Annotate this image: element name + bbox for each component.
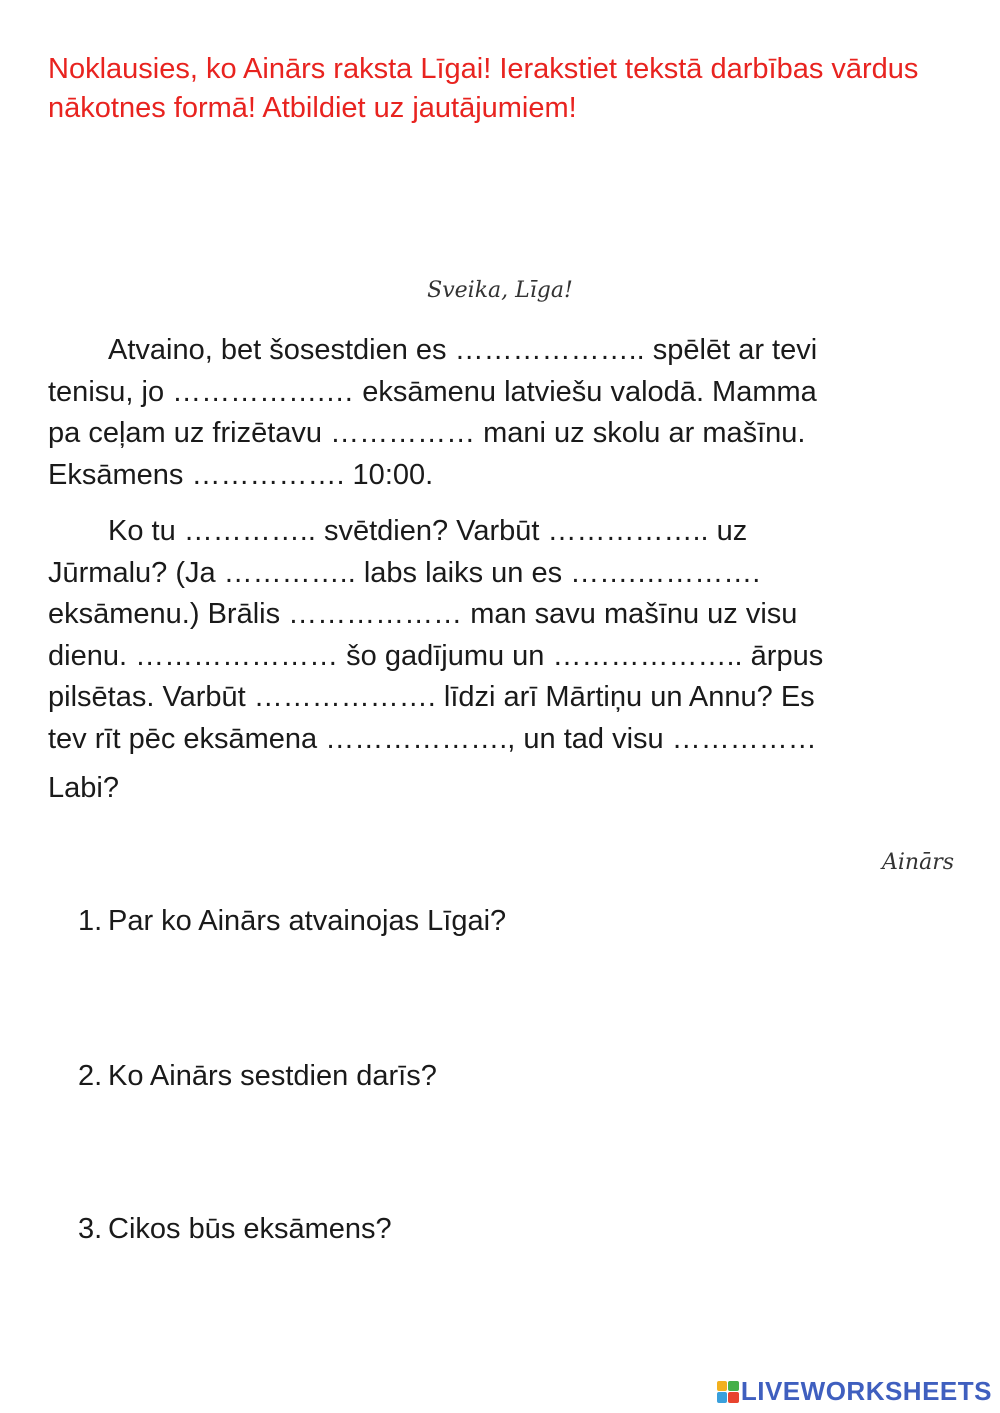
letter-line[interactable]: Ko tu ………….. svētdien? Varbūt …………….. uz (108, 515, 748, 547)
letter-line[interactable]: pilsētas. Varbūt ………………. līdzi arī Mārtiņu un Annu? Es (48, 681, 815, 713)
letter-line[interactable]: eksāmenu.) Brālis ……………… man savu mašīnu uz visu (48, 598, 798, 630)
letter-closing: Labi? (48, 772, 119, 804)
question-text: Ko Ainārs sestdien darīs? (108, 1060, 437, 1092)
question-item (78, 905, 506, 938)
letter-line[interactable]: Eksāmens ……………. 10:00. (48, 458, 434, 491)
liveworksheets-logo-icon (717, 1381, 739, 1403)
liveworksheets-logo[interactable] (717, 1376, 992, 1407)
answer-area-2[interactable] (78, 1110, 958, 1190)
question-text: Cikos būs eksāmens? (108, 1213, 392, 1245)
letter-body (48, 330, 954, 775)
letter-signature: Ainārs (881, 850, 954, 875)
logo-square (717, 1392, 728, 1403)
letter-line[interactable]: Atvaino, bet šosestdien es ……………….. spēlēt ar tevi (108, 334, 818, 366)
question-item (78, 1213, 392, 1246)
letter-line[interactable]: pa ceļam uz frizētavu …………… mani uz skolu ar mašīnu. (48, 417, 806, 449)
letter-line[interactable]: tev rīt pēc eksāmena ………………., un tad visu …………… (48, 722, 817, 755)
answer-area-3[interactable] (78, 1263, 958, 1343)
question-item (78, 1060, 437, 1093)
logo-square (717, 1381, 728, 1392)
question-number: 1. (78, 905, 103, 937)
logo-square (728, 1381, 739, 1392)
logo-square (728, 1392, 739, 1403)
question-text: Par ko Ainārs atvainojas Līgai? (108, 905, 507, 937)
question-number: 2. (78, 1060, 103, 1092)
letter-greeting: Sveika, Līga! (427, 278, 573, 303)
letter-line[interactable]: tenisu, jo …………….… eksāmenu latviešu valodā. Mamma (48, 375, 817, 408)
question-number: 3. (78, 1213, 103, 1245)
instructions-heading: Noklausies, ko Ainārs raksta Līgai! Ierakstiet tekstā darbības vārdus nākotnes formā! Atbildiet uz jautājumiem! (48, 53, 919, 124)
letter-line[interactable]: dienu. ………………… šo gadījumu un ……………….. ārpus (48, 639, 824, 672)
letter-paragraph-1 (48, 330, 954, 496)
letter-line[interactable]: Jūrmalu? (Ja ………….. labs laiks un es …….…………. (48, 556, 761, 589)
liveworksheets-logo-text: LIVEWORKSHEETS (740, 1376, 992, 1406)
answer-area-1[interactable] (78, 955, 958, 1035)
letter-paragraph-2 (48, 511, 954, 760)
